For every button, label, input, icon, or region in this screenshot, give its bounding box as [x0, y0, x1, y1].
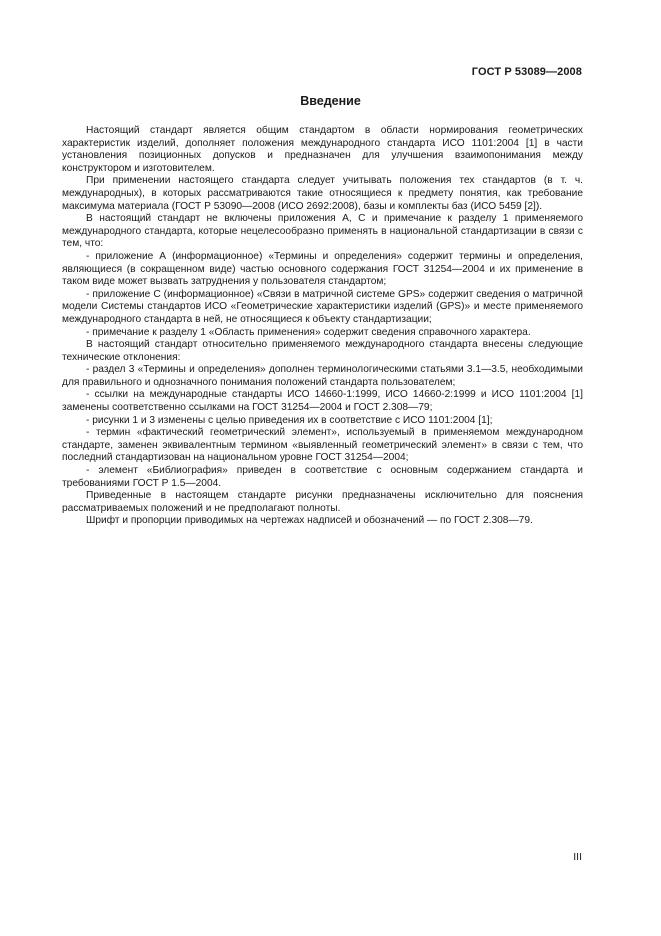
paragraph: В настоящий стандарт не включены приложения А, С и примечание к разделу 1 применяемого международного стандарта, которые нецелесообразно применять в национальной стандартизации в связи с тем, что:	[62, 213, 583, 250]
paragraph: Шрифт и пропорции приводимых на чертежах надписей и обозначений — по ГОСТ 2.308—79.	[86, 515, 533, 527]
list-item: - приложение А (информационное) «Термины и определения» содержит термины и определения, являющиеся (в сокращенном виде) частью основного содержания ГОСТ 31254—2004 и их применение в таком виде может вызвать затруднения у пользователя стандартом;	[62, 250, 583, 288]
body-text	[62, 125, 583, 528]
paragraph: При применении настоящего стандарта следует учитывать положения тех стандартов (в т. ч. международных), в которых рассматриваются такие относящиеся к предмету понятия, как требование максимума материала (ГОСТ Р 53090—2008 (ИСО 2692:2008), базы и комплекты баз (ИСО 5459 [2]).	[62, 175, 583, 212]
paragraph: Приведенные в настоящем стандарте рисунки предназначены исключительно для пояснения рассматриваемых положений и не предполагают полноты.	[62, 490, 583, 514]
paragraph: В настоящий стандарт относительно применяемого международного стандарта внесены следующие технические отклонения:	[62, 339, 583, 363]
list-item: - раздел 3 «Термины и определения» дополнен терминологическими статьями 3.1—3.5, необходимыми для правильного и однозначного понимания положений стандарта пользователем;	[62, 364, 583, 388]
page-number: III	[573, 851, 582, 863]
list-item: - термин «фактический геометрический элемент», используемый в применяемом международном стандарте, заменен эквивалентным термином «выявленный геометрический элемент» в связи с тем, что последний стандартизован на национальном уровне ГОСТ 31254—2004;	[62, 427, 583, 464]
page-header-standard-id: ГОСТ Р 53089—2008	[471, 66, 582, 78]
section-title: Введение	[300, 94, 361, 108]
list-item: - элемент «Библиография» приведен в соответствие с основным содержанием стандарта и требованиями ГОСТ Р 1.5—2004.	[62, 465, 583, 489]
list-item: - рисунки 1 и 3 изменены с целью приведения их в соответствие с ИСО 1101:2004 [1];	[86, 414, 493, 426]
list-item: - ссылки на международные стандарты ИСО 14660-1:1999, ИСО 14660-2:1999 и ИСО 1101:2004 [1] заменены соответственно ссылками на ГОСТ 31254—2004 и ГОСТ 2.308—79;	[62, 389, 583, 414]
paragraph: Настоящий стандарт является общим стандартом в области нормирования геометрических характеристик изделий, дополняет положения международного стандарта ИСО 1101:2004 [1] в части установления позиционных допусков и предназначен для улучшения взаимопонимания между конструктором и изготовителем.	[62, 125, 583, 174]
list-item: - приложение С (информационное) «Связи в матричной системе GPS» содержит сведения о матричной модели Системы стандартов ИСО «Геометрические характеристики изделий (GPS)» и месте применяемого международного стандарта в ней, не относящиеся к объекту стандартизации;	[62, 288, 583, 325]
list-item: - примечание к разделу 1 «Область применения» содержит сведения справочного характера.	[86, 326, 531, 338]
